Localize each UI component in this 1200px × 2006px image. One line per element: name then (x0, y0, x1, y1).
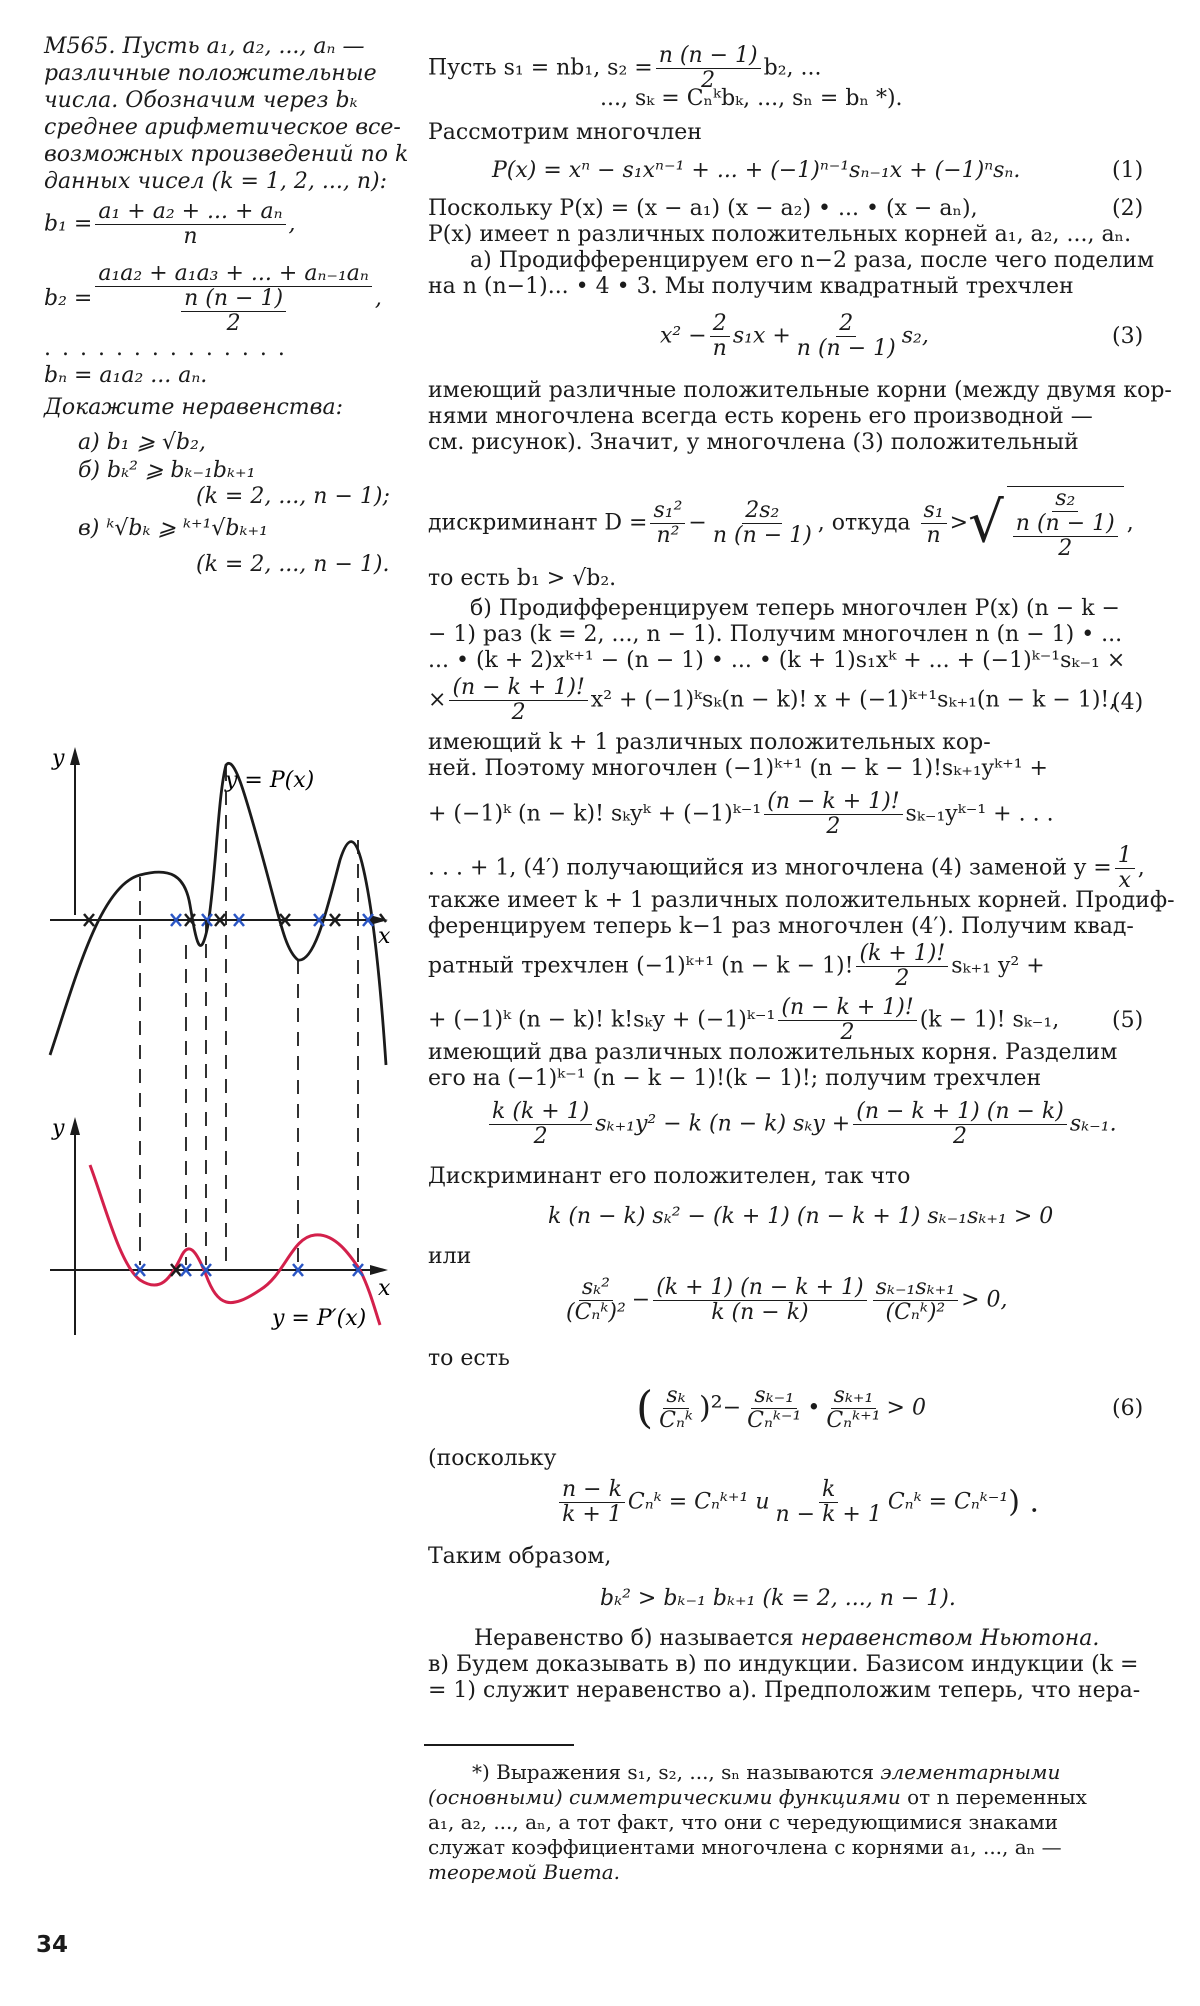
equation-1-number: (1) (1112, 158, 1144, 183)
equation-5-number: (5) (1112, 1008, 1144, 1033)
right-line-32: = 1) служит неравенство а). Предположим теперь, что нера- (428, 1678, 1141, 1703)
inequality-b: б) bₖ² ⩾ bₖ₋₁bₖ₊₁ (78, 458, 256, 483)
graph1-ylabel: y (52, 746, 65, 771)
right-line-5: а) Продифференцируем его n−2 раза, после чего поделим (470, 248, 1155, 273)
right-line-17: + (−1)ᵏ (n − k)! sₖyᵏ + (−1)ᵏ⁻¹ $\frac{(n - k + 1)!}{2}$ sₖ₋₁yᵏ⁻¹ + . . . (428, 789, 1054, 839)
equation-4-number: (4) (1112, 690, 1144, 715)
bn-formula: bₙ = a₁a₂ ... aₙ. (44, 363, 208, 388)
discriminant-line: дискриминант D = $\frac{\text{s₁²}}{\text{n²}}$ − $\frac{\text{2s₂}}{n (n - 1)}$ , откуда $\frac{\text{s₁}}{n}$ >√ $\frac{\text{s₂}}{\frac{n (n - 1)}{2}}$ , (428, 486, 1134, 561)
graph2-ylabel: y (52, 1116, 65, 1141)
ratio-inequality: $\frac{\text{sₖ²}}{\text{(Cₙᵏ)²}}$ − $\frac{(k + 1) (n - k + 1)}{k (n - k)}$ $\frac{\text{sₖ₋₁sₖ₊₁}}{\text{(Cₙᵏ)²}}$ > 0, (566, 1275, 1008, 1325)
b2-formula: b₂ = $\frac{\text{a₁a₂ + a₁a₃ + ... + aₙ₋₁aₙ}}{\frac{n (n - 1)}{2}}$ , (44, 261, 382, 336)
right-line-10: то есть b₁ > √b₂. (428, 566, 617, 591)
b1-formula: b₁ = $\frac{\text{a₁ + a₂ + ... + aₙ}}{n}$ , (44, 199, 296, 249)
equation-2-number: (2) (1112, 196, 1144, 221)
right-line-1: Пусть s₁ = nb₁, s₂ = $\frac{n (n - 1)}{2}$ b₂, ... (428, 43, 822, 93)
binomial-identities: $\frac{n - k}{k + 1}$ Cₙᵏ = Cₙᵏ⁺¹ и $\frac{k}{n - k + 1}$ Cₙᵏ = Cₙᵏ⁻¹) . (556, 1478, 1039, 1527)
right-line-26: или (428, 1244, 472, 1269)
right-line-2: ..., sₖ = Cₙᵏbₖ, ..., sₙ = bₙ *). (600, 86, 903, 111)
graph2-axes (50, 1116, 390, 1335)
right-line-29: Таким образом, (428, 1544, 612, 1569)
right-line-20: ференцируем теперь k−1 раз многочлен (4′). Получим квад- (428, 914, 1134, 939)
equation-6-number: (6) (1112, 1396, 1144, 1421)
right-line-28: (поскольку (428, 1446, 557, 1471)
equation-3-number: (3) (1112, 324, 1144, 349)
equation-3: x² − $\frac{2}{n}$ s₁x + $\frac{2}{n (n - 1)}$ s₂, (660, 311, 929, 361)
right-line-15: имеющий k + 1 различных положительных кор- (428, 730, 991, 755)
right-line-9: см. рисунок). Значит, у многочлена (3) положительный (428, 430, 1079, 455)
graph1-curve (50, 763, 386, 1065)
equation-1: P(x) = xⁿ − s₁xⁿ⁻¹ + ... + (−1)ⁿ⁻¹sₙ₋₁x + (−1)ⁿsₙ. (492, 158, 1021, 183)
left-line-4: среднее арифметическое все- (44, 115, 401, 140)
right-line-12: − 1) раз (k = 2, ..., n − 1). Получим многочлен n (n − 1) • ... (428, 622, 1123, 647)
newton-inequality: bₖ² > bₖ₋₁ bₖ₊₁ (k = 2, ..., n − 1). (600, 1586, 956, 1611)
footnote-rule (424, 1744, 574, 1746)
polynomial-graphs (30, 735, 390, 1345)
discriminant-inequality: k (n − k) sₖ² − (k + 1) (n − k + 1) sₖ₋₁sₖ₊₁ > 0 (548, 1204, 1054, 1229)
dashed-guides (140, 767, 358, 1265)
left-line-6: данных чисел (k = 1, 2, ..., n): (44, 169, 387, 194)
footnote-line-3: a₁, a₂, ..., aₙ, а тот факт, что они с чередующимися знаками (428, 1810, 1059, 1834)
right-line-21: ратный трехчлен (−1)ᵏ⁺¹ (n − k − 1)! $\frac{(k + 1)!}{2}$ sₖ₊₁ y² + (428, 941, 1045, 991)
left-line-3: числа. Обозначим через bₖ (44, 88, 358, 113)
trinomial-equation: $\frac{k (k + 1)}{2}$ sₖ₊₁y² − k (n − k) sₖy + $\frac{(n - k + 1) (n - k)}{2}$ sₖ₋₁. (486, 1100, 1117, 1149)
inequality-a: а) b₁ ⩾ √b₂, (78, 430, 206, 455)
footnote-line-1: *) Выражения s₁, s₂, ..., sₙ называются элементарными (472, 1760, 1061, 1784)
right-line-3: Рассмотрим многочлен (428, 120, 702, 145)
right-line-23: имеющий два различных положительных корня. Разделим (428, 1040, 1118, 1065)
right-line-8: нями многочлена всегда есть корень его производной — (428, 404, 1093, 429)
inequality-b-range: (k = 2, ..., n − 1); (196, 484, 390, 509)
right-line-4: P(x) имеет n различных положительных корней a₁, a₂, ..., aₙ. (428, 222, 1132, 247)
right-line-14: × $\frac{(n - k + 1)!}{2}$ x² + (−1)ᵏsₖ(n − k)! x + (−1)ᵏ⁺¹sₖ₊₁(n − k − 1)!, (428, 675, 1117, 725)
right-line-27: то есть (428, 1346, 510, 1371)
sqrt-sign: √ (968, 490, 1004, 556)
right-line-18: . . . + 1, (4′) получающийся из многочлена (4) заменой y = $\frac{1}{x}$ , (428, 843, 1145, 893)
footnote-line-2: (основными) симметрическими функциями от n переменных (428, 1785, 1087, 1809)
right-line-7: имеющий различные положительные корни (между двумя кор- (428, 378, 1172, 403)
graph2-xlabel: x (378, 1276, 390, 1301)
footnote-line-4: служат коэффициентами многочлена с корнями a₁, ..., aₙ — (428, 1835, 1062, 1859)
graph2-curve (90, 1165, 380, 1325)
graph2-curve-label: y = P′(x) (272, 1306, 367, 1331)
inequality-c: в) ᵏ√bₖ ⩾ ᵏ⁺¹√bₖ₊₁ (78, 516, 268, 541)
right-line-25: Дискриминант его положителен, так что (428, 1164, 911, 1189)
right-line-11: б) Продифференцируем теперь многочлен P(x) (n − k − (470, 596, 1120, 621)
right-line-19: также имеет k + 1 различных положительных корней. Продиф- (428, 888, 1175, 913)
left-line-5: возможных произведений по k (44, 142, 409, 167)
graph1-xlabel: x (378, 924, 390, 949)
right-line-24: его на (−1)ᵏ⁻¹ (n − k − 1)!(k − 1)!; получим трехчлен (428, 1066, 1042, 1091)
right-line-13: ... • (k + 2)xᵏ⁺¹ − (n − 1) • ... • (k + 1)s₁xᵏ + ... + (−1)ᵏ⁻¹sₖ₋₁ × (428, 648, 1126, 673)
right-line-6: на n (n−1)... • 4 • 3. Мы получим квадратный трехчлен (428, 274, 1074, 299)
right-line-30: Неравенство б) называется неравенством Ньютона. (474, 1626, 1100, 1651)
inequality-c-range: (k = 2, ..., n − 1). (196, 552, 390, 577)
right-line-22: + (−1)ᵏ (n − k)! k!sₖy + (−1)ᵏ⁻¹ $\frac{(n - k + 1)!}{2}$ (k − 1)! sₖ₋₁, (428, 995, 1060, 1045)
dots-row: . . . . . . . . . . . . . . (44, 336, 287, 361)
page-number: 34 (36, 1932, 69, 1958)
equation-6: ( $\frac{\text{sₖ}}{\text{Cₙᵏ}}$ )²− $\frac{\text{sₖ₋₁}}{\text{Cₙᵏ⁻¹}}$ • $\frac{\text{sₖ₊₁}}{\text{Cₙᵏ⁺¹}}$ > 0 (636, 1382, 926, 1434)
equation-2: Поскольку P(x) = (x − a₁) (x − a₂) • ... • (x − aₙ), (428, 196, 978, 221)
right-line-31: в) Будем доказывать в) по индукции. Базисом индукции (k = (428, 1652, 1139, 1677)
graph1-curve-label: y = P(x) (225, 768, 315, 793)
right-line-16: ней. Поэтому многочлен (−1)ᵏ⁺¹ (n − k − 1)!sₖ₊₁yᵏ⁺¹ + (428, 756, 1048, 781)
prove-heading: Докажите неравенства: (44, 395, 343, 420)
left-line-1: M565. Пусть a₁, a₂, ..., aₙ — (44, 34, 365, 59)
left-line-2: различные положительные (44, 61, 377, 86)
footnote-line-5: теоремой Виета. (428, 1860, 621, 1884)
